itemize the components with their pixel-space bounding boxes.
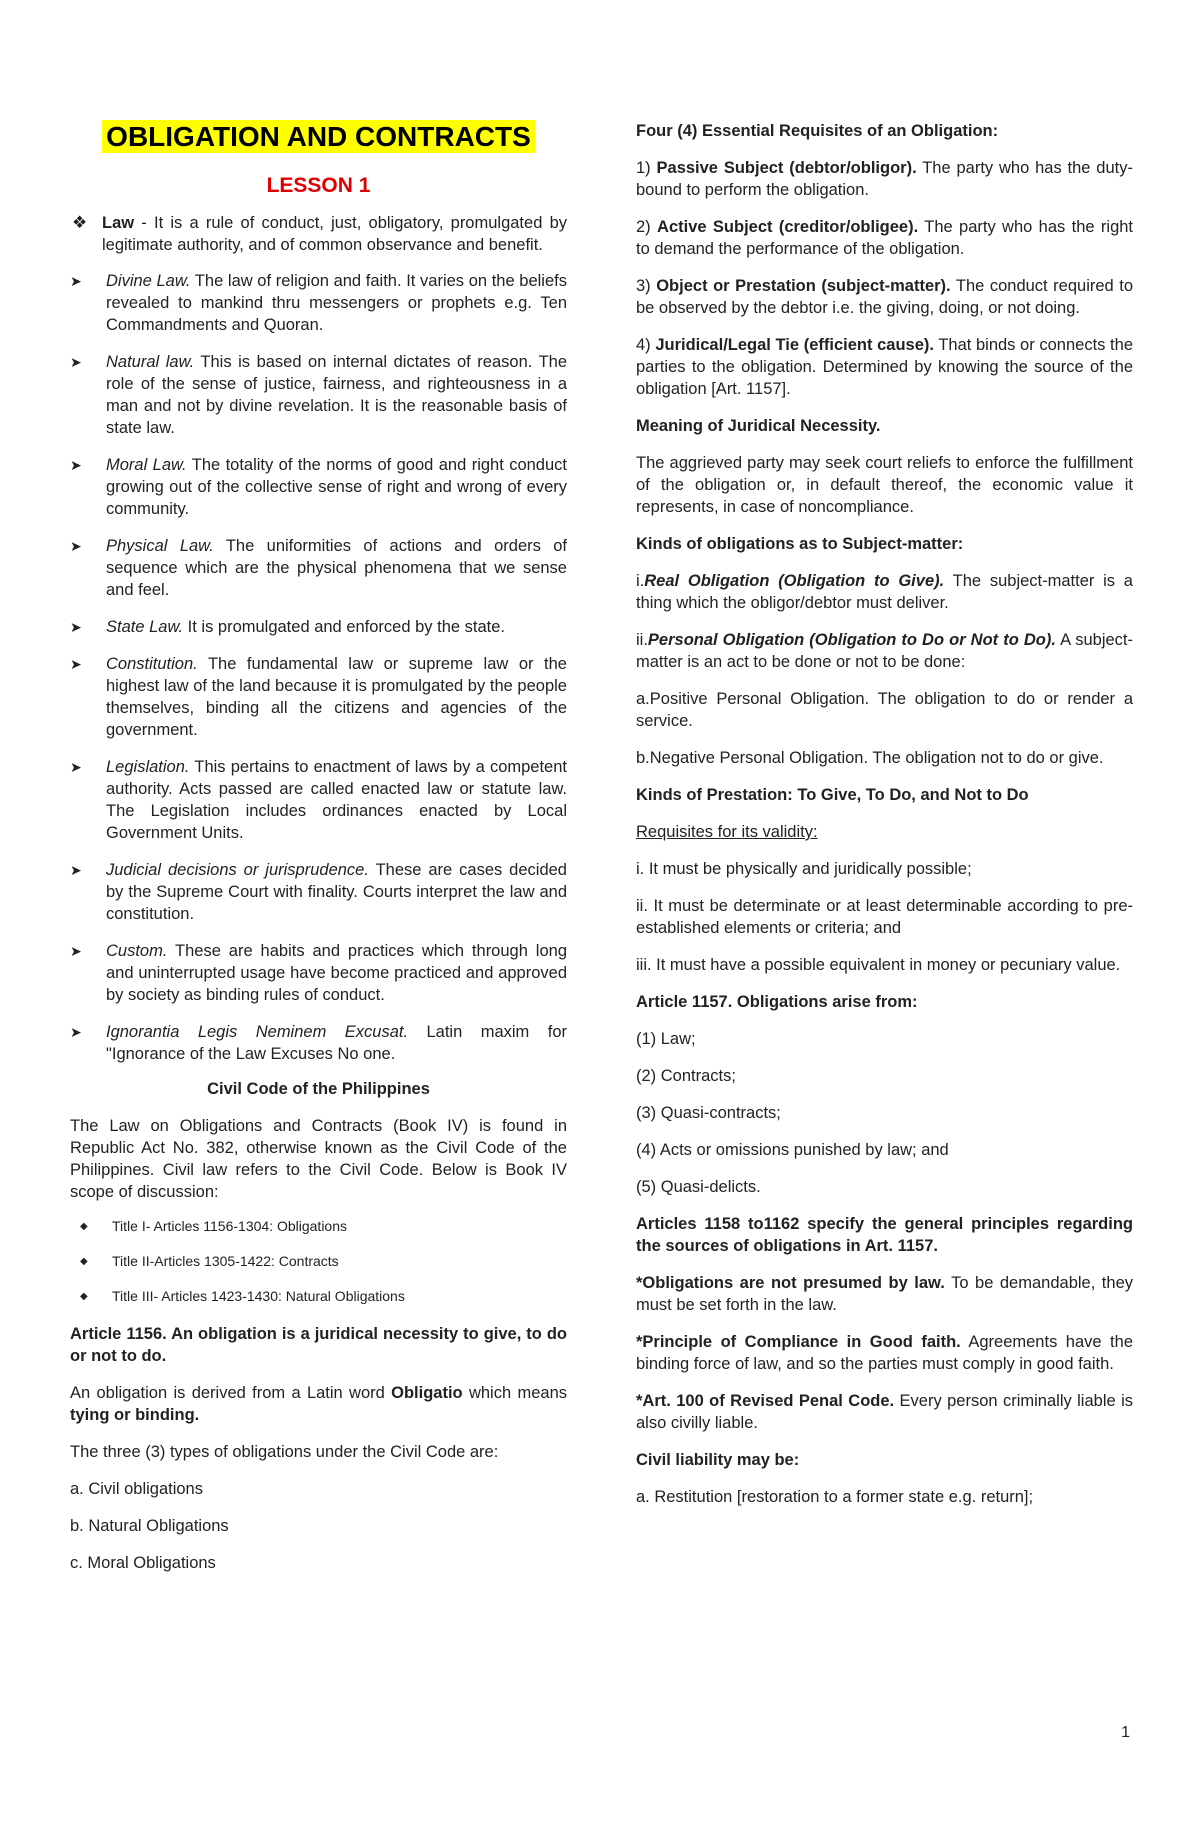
negative-personal-obligation: b.Negative Personal Obligation. The obligation not to do or give. <box>636 749 1104 767</box>
requisite-item: 1) Passive Subject (debtor/obligor). The party who has the duty-bound to perform the obligation. <box>636 159 1133 199</box>
left-column <box>70 120 567 1589</box>
law-term: Law <box>102 214 135 232</box>
list-item: ➤ Judicial decisions or jurisprudence. These are cases decided by the Supreme Court with finality. Courts interpret the law and constitution. <box>70 861 567 923</box>
principle-item: *Principle of Compliance in Good faith. Agreements have the binding force of law, and so the parties must comply in good faith. <box>636 1333 1133 1373</box>
arrow-bullet-icon: ➤ <box>70 273 82 289</box>
list-item: (4) Acts or omissions punished by law; and <box>636 1141 949 1159</box>
list-item: ➤ Natural law. This is based on internal dictates of reason. The role of the sense of justice, fairness, and righteousness in a man and not by divine revelation. It is the reasonable basis of state law. <box>70 353 568 437</box>
list-item: (3) Quasi-contracts; <box>636 1104 781 1122</box>
principle-item: *Art. 100 of Revised Penal Code. Every person criminally liable is also civilly liable. <box>636 1392 1133 1432</box>
arrow-bullet-icon: ➤ <box>70 457 82 473</box>
list-item: ◆ Title III- Articles 1423-1430: Natural Obligations <box>80 1288 405 1304</box>
positive-personal-obligation: a.Positive Personal Obligation. The obligation to do or render a service. <box>636 690 1133 730</box>
arrow-bullet-icon: ➤ <box>70 943 82 959</box>
article-1157-heading: Article 1157. Obligations arise from: <box>636 993 918 1011</box>
diamond-bullet-icon: ◆ <box>80 1256 88 1267</box>
arrow-bullet-icon: ➤ <box>70 619 82 635</box>
list-item: i. It must be physically and juridically possible; <box>636 860 972 878</box>
list-item: ➤ State Law. It is promulgated and enforced by the state. <box>70 618 506 636</box>
list-item: ➤ Custom. These are habits and practices which through long and uninterrupted usage have become practiced and approved by society as binding rules of conduct. <box>70 942 567 1004</box>
obligation-types-intro: The three (3) types of obligations under the Civil Code are: <box>70 1443 499 1461</box>
arrow-bullet-icon: ➤ <box>70 862 82 878</box>
list-item: (1) Law; <box>636 1030 696 1048</box>
arrow-bullet-icon: ➤ <box>70 1024 82 1040</box>
arrow-bullet-icon: ➤ <box>70 656 82 672</box>
list-item: (2) Contracts; <box>636 1067 736 1085</box>
juridical-necessity-text: The aggrieved party may seek court reliefs to enforce the fulfillment of the obligation or, in default thereof, the economic value it represents, in case of noncompliance. <box>636 454 1133 516</box>
civil-code-titles <box>70 1218 567 1305</box>
arrow-bullet-icon: ➤ <box>70 538 82 554</box>
diamond-bullet-icon: ◆ <box>80 1291 88 1302</box>
list-item: ➤ Legislation. This pertains to enactment of laws by a competent authority. Acts passed are called enacted law or statute law. The Legislation includes ordinances enacted by Local Government Units. <box>70 758 567 842</box>
law-definition-text: - It is a rule of conduct, just, obligatory, promulgated by legitimate authority, and of common observance and benefit. <box>102 214 567 254</box>
kinds-subject-heading: Kinds of obligations as to Subject-matter: <box>636 535 964 553</box>
requisites-heading: Four (4) Essential Requisites of an Obligation: <box>636 122 999 140</box>
requisites-validity-label: Requisites for its validity: <box>636 823 818 841</box>
list-item: ➤ Divine Law. The law of religion and faith. It varies on the beliefs revealed to mankind thru messengers or prophets e.g. Ten Commandments and Quoran. <box>70 272 567 334</box>
personal-obligation: ii.Personal Obligation (Obligation to Do or Not to Do). A subject-matter is an act to be done or not to be done: <box>636 631 1133 671</box>
principle-item: *Obligations are not presumed by law. To be demandable, they must be set forth in the law. <box>636 1274 1133 1314</box>
list-item: (5) Quasi-delicts. <box>636 1178 761 1196</box>
list-item: ➤ Ignorantia Legis Neminem Excusat. Latin maxim for "Ignorance of the Law Excuses No one. <box>70 1023 567 1063</box>
list-item: b. Natural Obligations <box>70 1517 229 1535</box>
list-item: iii. It must have a possible equivalent in money or pecuniary value. <box>636 956 1121 974</box>
list-item: ii. It must be determinate or at least determinable according to pre-established elements or criteria; and <box>636 897 1133 937</box>
list-item: ◆ Title I- Articles 1156-1304: Obligations <box>80 1218 348 1234</box>
document-title: OBLIGATION AND CONTRACTS <box>70 120 567 154</box>
law-types-list <box>70 270 567 1065</box>
real-obligation: i.Real Obligation (Obligation to Give). The subject-matter is a thing which the obligor/debtor must deliver. <box>636 572 1133 612</box>
arrow-bullet-icon: ➤ <box>70 759 82 775</box>
principles-heading: Articles 1158 to1162 specify the general principles regarding the sources of obligations in Art. 1157. <box>636 1215 1133 1255</box>
diamond-bullet-icon: ❖ <box>72 213 88 232</box>
article-1156-heading: Article 1156. An obligation is a juridical necessity to give, to do or not to do. <box>70 1325 567 1365</box>
list-item: c. Moral Obligations <box>70 1554 216 1572</box>
list-item: ➤ Constitution. The fundamental law or supreme law or the highest law of the land because it is promulgated by the people themselves, binding all the citizens and agencies of the government. <box>70 655 567 739</box>
requisite-item: 4) Juridical/Legal Tie (efficient cause). That binds or connects the parties to the obligation. Determined by knowing the source of the obligation [Art. 1157]. <box>636 336 1133 398</box>
list-item: a. Restitution [restoration to a former state e.g. return]; <box>636 1488 1034 1506</box>
requisite-item: 2) Active Subject (creditor/obligee). The party who has the right to demand the performance of the obligation. <box>636 218 1134 258</box>
law-definition <box>70 212 567 256</box>
list-item: ◆ Title II-Articles 1305-1422: Contracts <box>80 1253 339 1269</box>
obligatio-paragraph: An obligation is derived from a Latin word Obligatio which means tying or binding. <box>70 1384 567 1424</box>
list-item: a. Civil obligations <box>70 1480 203 1498</box>
civil-code-intro: The Law on Obligations and Contracts (Book IV) is found in Republic Act No. 382, otherwise known as the Civil Code of the Philippines. Civil law refers to the Civil Code. Below is Book IV scope of discussion: <box>70 1117 567 1201</box>
list-item: ➤ Physical Law. The uniformities of actions and orders of sequence which are the physical phenomena that we sense and feel. <box>70 537 568 599</box>
page-number: 1 <box>1121 1724 1130 1741</box>
civil-liability-heading: Civil liability may be: <box>636 1451 800 1469</box>
prestation-heading: Kinds of Prestation: To Give, To Do, and Not to Do <box>636 786 1029 804</box>
arrow-bullet-icon: ➤ <box>70 354 82 370</box>
right-column <box>636 120 1133 1523</box>
list-item: ➤ Moral Law. The totality of the norms of good and right conduct growing out of the collective sense of right and wrong of every community. <box>70 456 567 518</box>
civil-code-heading: Civil Code of the Philippines <box>207 1080 430 1098</box>
juridical-necessity-heading: Meaning of Juridical Necessity. <box>636 417 881 435</box>
diamond-bullet-icon: ◆ <box>80 1221 88 1232</box>
requisite-item: 3) Object or Prestation (subject-matter). The conduct required to be observed by the debtor i.e. the giving, doing, or not doing. <box>636 277 1134 317</box>
lesson-label: LESSON 1 <box>266 174 371 197</box>
